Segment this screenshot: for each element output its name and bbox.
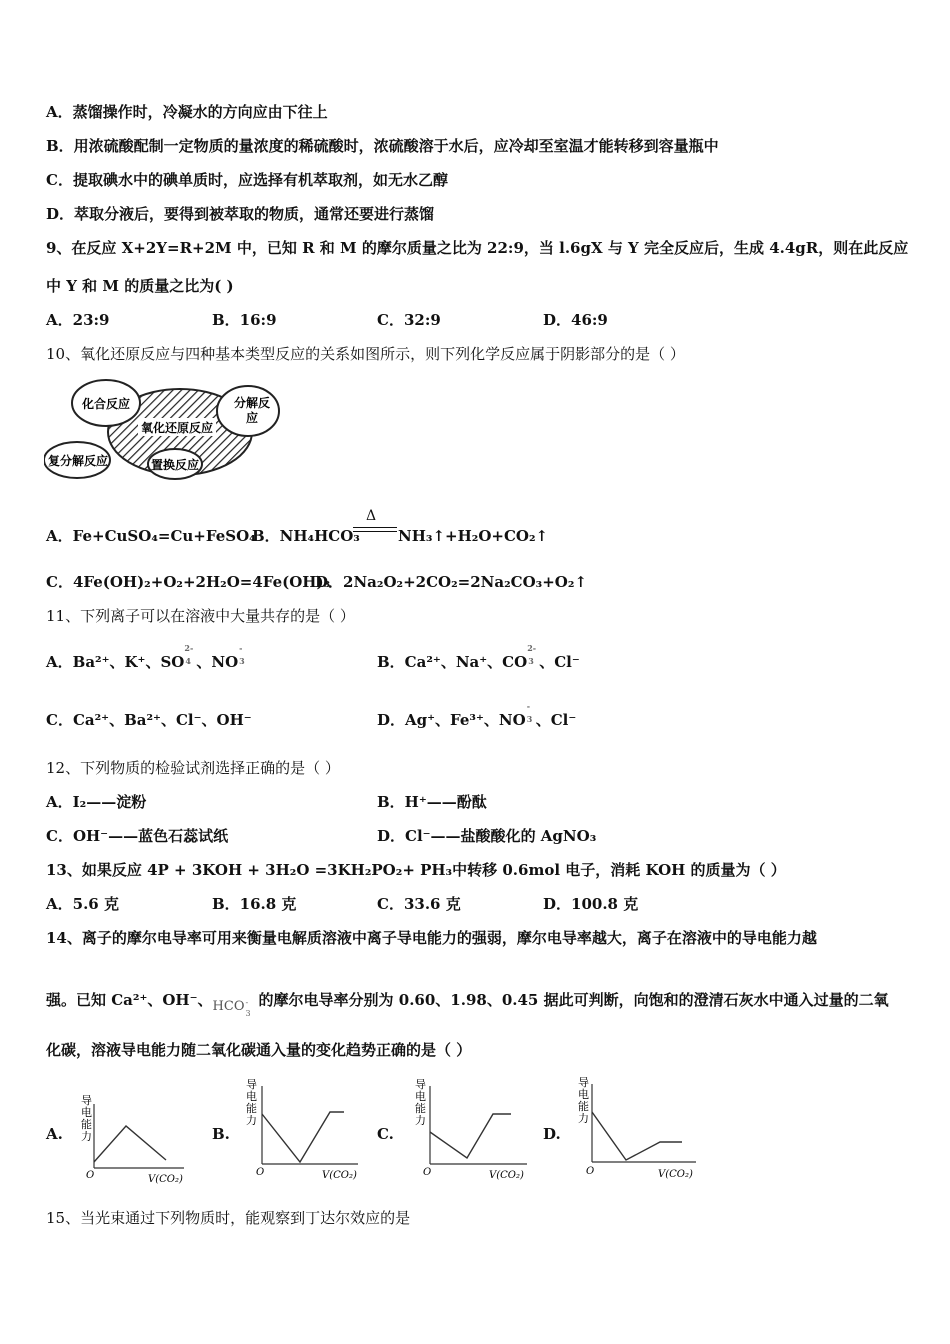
q14-graph-c	[405, 1076, 535, 1186]
ylabel-char: 力	[246, 1114, 257, 1127]
ylabel-char: 能	[578, 1100, 589, 1113]
q14-graph-d	[572, 1074, 702, 1186]
q11-option-a: A．Ba²⁺、K⁺、SO 2- 4 、NO - 3	[46, 643, 245, 671]
q14-graph-b-label: B.	[212, 1125, 230, 1143]
ylabel-char: 电	[81, 1106, 92, 1119]
q11-option-d: D．Ag⁺、Fe³⁺、NO - 3 、Cl⁻	[377, 701, 577, 729]
q8-option-c: C．提取碘水中的碘单质时，应选择有机萃取剂，如无水乙醇	[46, 171, 448, 189]
q13-option-c: C．33.6 克	[377, 895, 461, 913]
double-decomposition-label: 复分解反应	[47, 454, 109, 468]
q10-option-b-left: B．NH₄HCO₃	[252, 527, 360, 545]
x-axis-label: V(CO₂)	[658, 1169, 693, 1180]
q13-option-b: B．16.8 克	[212, 895, 297, 913]
q13-option-a: A．5.6 克	[46, 895, 119, 913]
q14-stem-line1: 14、离子的摩尔电导率可用来衡量电解质溶液中离子导电能力的强弱，摩尔电导率越大，离子在溶液中的导电能力越	[46, 929, 817, 947]
q10-option-b-right: NH₃↑+H₂O+CO₂↑	[398, 527, 549, 545]
ylabel-char: 能	[246, 1102, 257, 1115]
q14-graph-a	[74, 1090, 204, 1186]
ylabel-char: 力	[81, 1130, 92, 1143]
q8-option-d: D．萃取分液后，要得到被萃取的物质，通常还要进行蒸馏	[46, 205, 435, 223]
q10-option-c: C．4Fe(OH)₂+O₂+2H₂O=4Fe(OH)₃	[46, 573, 331, 591]
q10-option-d: D．2Na₂O₂+2CO₂=2Na₂CO₃+O₂↑	[315, 573, 588, 591]
ylabel-char: 导	[81, 1094, 92, 1107]
origin-label: O	[86, 1170, 95, 1181]
q14-graph-b	[240, 1076, 370, 1186]
q13-option-d: D．100.8 克	[543, 895, 639, 913]
q12-option-d: D．Cl⁻——盐酸酸化的 AgNO₃	[377, 827, 597, 845]
q15-stem: 15、当光束通过下列物质时，能观察到丁达尔效应的是	[46, 1209, 411, 1227]
x-axis-label: V(CO₂)	[148, 1174, 183, 1185]
q10-double-line	[353, 527, 397, 532]
q8-option-b: B．用浓硫酸配制一定物质的量浓度的稀硫酸时，浓硫酸溶于水后，应冷却至室温才能转移到容量瓶中	[46, 137, 719, 155]
x-axis-label: V(CO₂)	[322, 1170, 357, 1181]
q10-venn-diagram	[44, 374, 284, 484]
trend-line	[94, 1126, 166, 1162]
q9-stem-line1: 9、在反应 X+2Y=R+2M 中，已知 R 和 M 的摩尔质量之比为 22:9，当 l.6gX 与 Y 完全反应后，生成 4.4gR，则在此反应	[46, 239, 909, 257]
decomposition-label-2: 应	[245, 411, 259, 425]
q14-graph-d-label: D.	[543, 1125, 561, 1143]
q11-option-c: C．Ca²⁺、Ba²⁺、Cl⁻、OH⁻	[46, 711, 252, 729]
q10-option-a: A．Fe+CuSO₄=Cu+FeSO₄	[46, 527, 256, 545]
q13-stem: 13、如果反应 4P + 3KOH + 3H₂O =3KH₂PO₂+ PH₃中转移 0.6mol 电子，消耗 KOH 的质量为（ ）	[46, 861, 786, 879]
q12-option-c: C．OH⁻——蓝色石蕊试纸	[46, 827, 229, 845]
decomposition-label-1: 分解反	[233, 396, 271, 410]
q10-delta-sign: Δ	[366, 508, 377, 524]
trend-line	[430, 1114, 511, 1158]
q11-option-b: B．Ca²⁺、Na⁺、CO 2- 3 、Cl⁻	[377, 643, 580, 671]
q9-option-b: B．16:9	[212, 311, 277, 329]
displacement-label: 置换反应	[150, 458, 200, 472]
ylabel-char: 电	[578, 1088, 589, 1101]
combination-label: 化合反应	[81, 397, 131, 411]
ylabel-char: 电	[415, 1090, 426, 1103]
ylabel-char: 导	[578, 1076, 589, 1089]
q8-option-a: A．蒸馏操作时，冷凝水的方向应由下往上	[46, 103, 328, 121]
q14-stem-line2: 强。已知 Ca²⁺、OH⁻、 HCO - 3 的摩尔电导率分别为 0.60、1.98、0.45 据此可判断，向饱和的澄清石灰水中通入过量的二氧	[46, 991, 889, 1018]
ylabel-char: 能	[415, 1102, 426, 1115]
origin-label: O	[423, 1167, 432, 1178]
q9-option-a: A．23:9	[46, 311, 110, 329]
q9-stem-line2: 中 Y 和 M 的质量之比为( )	[46, 277, 234, 295]
origin-label: O	[256, 1167, 265, 1178]
q14-graph-c-label: C.	[377, 1125, 394, 1143]
q12-stem: 12、下列物质的检验试剂选择正确的是（ ）	[46, 759, 340, 777]
q11-stem: 11、下列离子可以在溶液中大量共存的是（ ）	[46, 607, 355, 625]
ylabel-char: 导	[415, 1078, 426, 1091]
redox-label: 氧化还原反应	[140, 421, 214, 435]
q12-option-b: B．H⁺——酚酞	[377, 793, 487, 811]
q9-option-d: D．46:9	[543, 311, 608, 329]
q12-option-a: A．I₂——淀粉	[46, 793, 147, 811]
ylabel-char: 力	[415, 1114, 426, 1127]
ylabel-char: 导	[246, 1078, 257, 1091]
ylabel-char: 能	[81, 1118, 92, 1131]
q14-stem-line3: 化碳，溶液导电能力随二氧化碳通入量的变化趋势正确的是（ ）	[46, 1041, 472, 1059]
x-axis-label: V(CO₂)	[489, 1170, 524, 1181]
q10-stem: 10、氧化还原反应与四种基本类型反应的关系如图所示，则下列化学反应属于阴影部分的是（ ）	[46, 345, 685, 363]
trend-line	[262, 1112, 344, 1162]
trend-line	[592, 1112, 682, 1160]
ylabel-char: 力	[578, 1112, 589, 1125]
q9-option-c: C．32:9	[377, 311, 441, 329]
origin-label: O	[586, 1166, 595, 1177]
q14-graph-a-label: A.	[46, 1125, 63, 1143]
ylabel-char: 电	[246, 1090, 257, 1103]
